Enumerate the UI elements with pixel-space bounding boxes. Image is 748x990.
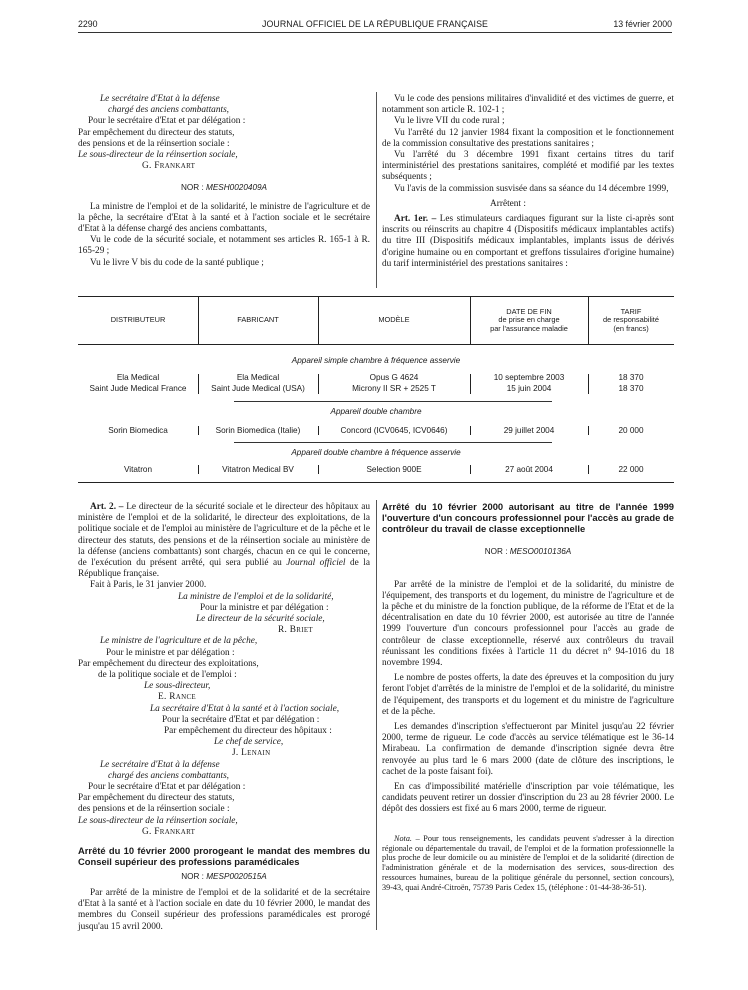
cell-tarif: 18 370 — [618, 384, 644, 393]
cell-distributeur: Sorin Biomedica — [108, 426, 168, 435]
header-line: DATE DE FIN — [506, 306, 552, 316]
sig-line: Pour le ministre et par délégation : — [106, 647, 235, 658]
decree-title: Arrêté du 10 février 2000 prorogeant le mandat des membres du Conseil supérieur des professions paramédicales — [78, 845, 370, 867]
sig-line: Pour le secrétaire d'Etat et par délégation : — [88, 116, 246, 127]
sig-line: de la politique sociale et de l'emploi : — [98, 670, 237, 681]
cell-distributeur: Ela Medical — [116, 373, 160, 382]
col-header-tarif — [588, 297, 674, 344]
table-section-title: Appareil double chambre — [330, 407, 422, 416]
issue-date: 13 février 2000 — [613, 19, 672, 29]
journal-reference: Journal officiel — [286, 558, 346, 569]
page-number: 2290 — [78, 19, 98, 29]
nota-text: – Pour tous renseignements, les candidats peuvent s'adresser à la direction régionale ou départementale du travail, de l'emploi et de la formation professionnelle la plus proche de leur domicile ou au ministère de l'emploi et de la solidarité (direction de l'administration générale et de la modernisation des services, sous-direction des ressources humaines, bureau de la politique générale du personnel, section concours), 39-43, quai André-Citroën, 75739 Paris Cedex 15, (téléphone : 01-44-38-36-51). — [382, 833, 674, 893]
signatory-name: R. Briet — [278, 625, 314, 636]
nor-label: NOR : — [181, 871, 204, 881]
sig-line: Pour la ministre et par délégation : — [200, 602, 329, 613]
cell-modele: Microny II SR + 2525 T — [352, 384, 436, 393]
paragraph: Vu l'arrêté du 12 janvier 1984 fixant la composition et le fonctionnement de la commission consultative des prestations sanitaires ; — [382, 127, 674, 149]
signatory-name: G. Frankart — [142, 826, 196, 837]
paragraph: Vu l'avis de la commission susvisée dans sa séance du 14 décembre 1999, — [394, 183, 669, 194]
paragraph: Par arrêté de la ministre de l'emploi et de la solidarité et de la secrétaire d'Etat à la santé et à l'action sociale en date du 10 février 2000, le mandat des membres du Conseil supérieur des professions paramédicales est prorogé jusqu'au 15 avril 2000. — [78, 887, 370, 932]
header-line: de responsabilité — [603, 315, 659, 325]
signature-block — [78, 704, 370, 760]
signature-block-top — [78, 94, 370, 116]
cell-modele: Opus G 4624 — [369, 373, 419, 382]
cell-tarif: 18 370 — [618, 373, 644, 382]
header-line: de prise en charge — [498, 315, 560, 325]
cell-date: 10 septembre 2003 — [493, 373, 565, 382]
sig-line: chargé des anciens combattants, — [108, 105, 230, 116]
nor-code: MESH0020409A — [206, 183, 268, 193]
sig-line: Par empêchement du directeur des statuts, — [78, 793, 235, 804]
sig-line: Par empêchement du directeur des hôpitaux : — [164, 726, 332, 737]
sig-line: Le chef de service, — [214, 737, 284, 748]
sig-line: des pensions et de la réinsertion sociale : — [78, 804, 230, 815]
cell-tarif: 20 000 — [618, 426, 644, 435]
paragraph: Vu le livre VII du code rural ; — [394, 116, 505, 127]
signatory-name: G. Frankart — [142, 161, 196, 172]
table-section-title: Appareil simple chambre à fréquence asservie — [291, 356, 461, 365]
column-divider-top — [376, 92, 377, 288]
cell-fabricant: Saint Jude Medical (USA) — [211, 384, 305, 393]
table-section-title: Appareil double chambre à fréquence asservie — [291, 448, 461, 457]
paragraph: Vu l'arrêté du 3 décembre 1991 fixant certains titres du tarif interministériel des prestations sanitaires, complété et modifié par les textes subséquents ; — [382, 150, 674, 183]
section-rule — [234, 401, 552, 402]
sig-line: Le secrétaire d'Etat à la défense — [100, 759, 220, 770]
article-label: Art. 2. – — [90, 502, 124, 512]
table-header — [78, 297, 674, 345]
nor-code: MESO0010136A — [509, 547, 572, 557]
sig-line: des pensions et de la réinsertion sociale : — [78, 138, 230, 149]
running-header — [78, 19, 672, 31]
nor-code: MESP0020515A — [206, 871, 267, 881]
top-left-column — [78, 94, 370, 269]
cell-date: 27 août 2004 — [505, 465, 553, 474]
sig-line: chargé des anciens combattants, — [108, 770, 230, 781]
cell-modele: Concord (ICV0645, ICV0646) — [340, 426, 448, 435]
bottom-right-column — [382, 502, 674, 893]
article-2 — [78, 502, 370, 580]
stimulators-table — [78, 296, 674, 483]
journal-title: JOURNAL OFFICIEL DE LA RÉPUBLIQUE FRANÇAISE — [261, 19, 489, 29]
sig-line: Le ministre de l'agriculture et de la pêche, — [100, 636, 258, 647]
cell-distributeur: Vitatron — [123, 465, 153, 474]
sig-line: Le directeur de la sécurité sociale, — [196, 614, 325, 625]
sig-line: La secrétaire d'Etat à la santé et à l'action sociale, — [150, 703, 340, 714]
cell-fabricant: Vitatron Medical BV — [222, 465, 294, 474]
article-text: Le directeur de la sécurité sociale et le directeur des hôpitaux au ministère de l'emploi et de la solidarité, le directeur des exploitations, de la politique sociale et de l'emploi au ministère de l'agriculture et de la pêche et le directeur des statuts, des pensions et de la réinsertion sociale au ministère de la défense (anciens combattants) sont chargés, chacun en ce qui le concerne, de l'exécution du présent arrêté, qui sera publié au — [78, 502, 371, 569]
sig-line: Le secrétaire d'Etat à la défense — [100, 94, 220, 104]
cell-date: 15 juin 2004 — [506, 384, 552, 393]
header-line: TARIF — [620, 306, 642, 316]
cell-fabricant: Ela Medical — [236, 373, 280, 382]
article-text: de la République française. — [78, 558, 371, 580]
signatory-name: J. Lenain — [232, 748, 271, 759]
section-rule — [234, 442, 552, 443]
nota-label: Nota. — [394, 833, 412, 843]
col-header-fabricant: FABRICANT — [237, 315, 279, 325]
article-1 — [382, 214, 674, 270]
nor-reference — [78, 871, 370, 882]
cell-modele: Selection 900E — [366, 465, 422, 474]
sig-line: Pour la secrétaire d'Etat et par délégation : — [162, 714, 320, 725]
signatory-name: E. Rance — [158, 692, 196, 703]
arretent-heading: Arrêtent : — [490, 198, 526, 209]
signature-block — [78, 636, 370, 703]
paragraph: Vu le code de la sécurité sociale, et notamment ses articles R. 165-1 à R. 165-29 ; — [78, 235, 370, 257]
header-rule — [78, 32, 672, 33]
paragraph: La ministre de l'emploi et de la solidarité, le ministre de l'agriculture et de la pêche, la secrétaire d'Etat à la santé et à l'action sociale et le secrétaire d'Etat à la défense chargé des anciens combattants, — [78, 201, 370, 235]
bottom-left-column — [78, 502, 370, 933]
fait-a-paris: Fait à Paris, le 31 janvier 2000. — [90, 580, 207, 591]
paragraph: Vu le livre V bis du code de la santé publique ; — [90, 257, 264, 268]
decree-title: Arrêté du 10 février 2000 autorisant au titre de l'année 1999 l'ouverture d'un concours professionnel pour l'accès au grade de contrôleur du travail de classe exceptionnelle — [382, 501, 674, 534]
paragraph: Les demandes d'inscription s'effectueront par Minitel jusqu'au 22 février 2000, terme de rigueur. Le code d'accès au service télématique est le 36-14 Mirabeau. La confirmation de demande d'inscription signée devra être renvoyée au plus tard le 6 mars 2000 (date de clôture des inscriptions, le cachet de la poste faisant foi). — [382, 722, 674, 777]
header-line: (en francs) — [613, 323, 649, 333]
header-line: par l'assurance maladie — [490, 323, 568, 333]
paragraph: En cas d'impossibilité matérielle d'inscription par voie télématique, les candidats peuvent retirer un dossier d'inscription du 23 au 28 février 2000. Le dépôt des dossiers est fixé au 6 mars 2000, terme de rigueur. — [382, 782, 674, 815]
signature-block — [78, 592, 370, 637]
nor-label: NOR : — [484, 547, 508, 557]
cell-date: 29 juillet 2004 — [503, 426, 555, 435]
paragraph: Vu le code des pensions militaires d'invalidité et des victimes de guerre, et notamment son article R. 102-1 ; — [382, 94, 674, 116]
col-header-modele: MODÈLE — [378, 315, 410, 325]
sig-line: La ministre de l'emploi et de la solidarité, — [178, 591, 334, 602]
col-header-distributeur: DISTRIBUTEUR — [110, 315, 166, 325]
nota — [382, 834, 674, 893]
col-header-date — [470, 297, 588, 344]
paragraph: Par arrêté de la ministre de l'emploi et de la solidarité, du ministre de l'équipement, des transports et du logement, du ministre de l'agriculture et de la pêche et du ministre de la fonction publique, de la réforme de l'Etat et de la décentralisation en date du 10 février 2000, est autorisée au titre de l'année 1999 l'ouverture d'un concours professionnel pour l'accès au grade de contrôleur de classe exceptionnelle, réservé aux contrôleurs du travail réunissant les conditions fixées à l'article 11 du décret n° 94-1016 du 18 novembre 1994. — [382, 579, 674, 669]
article-label: Art. 1er. – — [394, 214, 437, 225]
nor-reference — [78, 182, 370, 193]
article-text: Les stimulateurs cardiaques figurant sur la liste ci-après sont inscrits ou réinscrits au chapitre 4 (Dispositifs médicaux implantables actifs) du titre III (Dispositifs médicaux implantables, implants issus de dérivés d'origine humaine ou en comportant et greffons tissulaires d'origine humaine) du tarif interministériel des prestations sanitaires : — [382, 214, 674, 269]
cell-distributeur: Saint Jude Medical France — [89, 384, 187, 393]
cell-tarif: 22 000 — [618, 465, 644, 474]
nor-reference — [382, 546, 674, 557]
sig-line: Pour le secrétaire d'Etat et par délégation : — [88, 782, 246, 793]
signature-block — [78, 760, 370, 782]
sig-line: Par empêchement du directeur des exploitations, — [78, 658, 259, 669]
sig-line: Le sous-directeur de la réinsertion sociale, — [78, 150, 238, 161]
cell-fabricant: Sorin Biomedica (Italie) — [215, 426, 301, 435]
sig-line: Le sous-directeur de la réinsertion sociale, — [78, 815, 238, 826]
sig-line: Le sous-directeur, — [144, 681, 211, 692]
column-divider-bottom — [376, 500, 377, 930]
paragraph: Le nombre de postes offerts, la date des épreuves et la composition du jury feront l'objet d'arrêtés de la ministre de l'emploi et de la solidarité, du ministre de l'équipement, des transports et du logement et du ministre de l'agriculture et de la pêche. — [382, 673, 674, 717]
nor-label: NOR : — [180, 183, 204, 193]
sig-line: Par empêchement du directeur des statuts, — [78, 127, 235, 138]
top-right-column — [382, 94, 674, 270]
